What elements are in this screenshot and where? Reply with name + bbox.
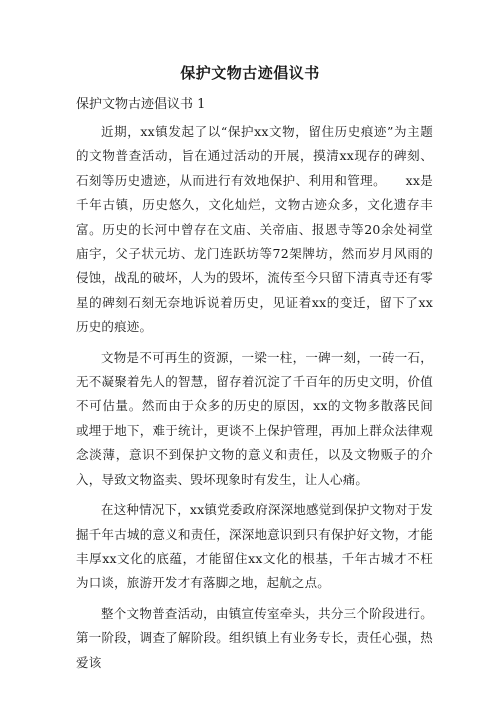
paragraph: 在这种情况下，xx镇党委政府深深地感觉到保护文物对于发掘千年古城的意义和责任，深深地意识到只有保护好文物，才能丰厚xx文化的底蕴，才能留住xx文化的根基，千年古城才不枉为口谈，旅游开发才有落脚之地，起航之点。 — [76, 502, 434, 591]
document-title: 保护文物古迹倡议书 — [180, 64, 320, 82]
paragraph: 文物是不可再生的资源，一梁一柱，一碑一刻，一砖一石，无不凝聚着先人的智慧，留存着沉淀了千百年的历史文明，价值不可估量。然而由于众多的历史的原因，xx的文物多散落民间或埋于地下，难于统计，更谈不上保护管理，再加上群众法律观念淡薄，意识不到保护文物的意义和责任，以及文物贩子的介入，导致文物盗卖、毁坏现象时有发生，让人心痛。 — [76, 349, 433, 487]
document-subtitle: 保护文物古迹倡议书 1 — [76, 97, 206, 112]
paragraph: 整个文物普查活动，由镇宣传室牵头，共分三个阶段进行。第一阶段，调查了解阶段。组织镇上有业务专长，责任心强，热爱该 — [76, 605, 433, 670]
paragraph: 近期，xx镇发起了以“保护xx文物，留住历史痕迹”为主题的文物普查活动，旨在通过活动的开展，摸清xx现存的碑刻、石刻等历史遗迹，从而进行有效地保护、利用和管理。 xx是千年古镇，历史悠久，文化灿烂，文物古迹众多，文化遗存丰富。历史的长河中曾存在文庙、关帝庙、报恩寺等20余处祠堂庙宇，父子状元坊、龙门连跃坊等72架牌坊，然而岁月风雨的侵蚀，战乱的破坏，人为的毁坏，流传至今只留下清真寺还有零星的碑刻石刻无奈地诉说着历史，见证着xx的变迁，留下了xx历史的痕迹。 — [76, 124, 433, 335]
document-body — [76, 120, 433, 681]
